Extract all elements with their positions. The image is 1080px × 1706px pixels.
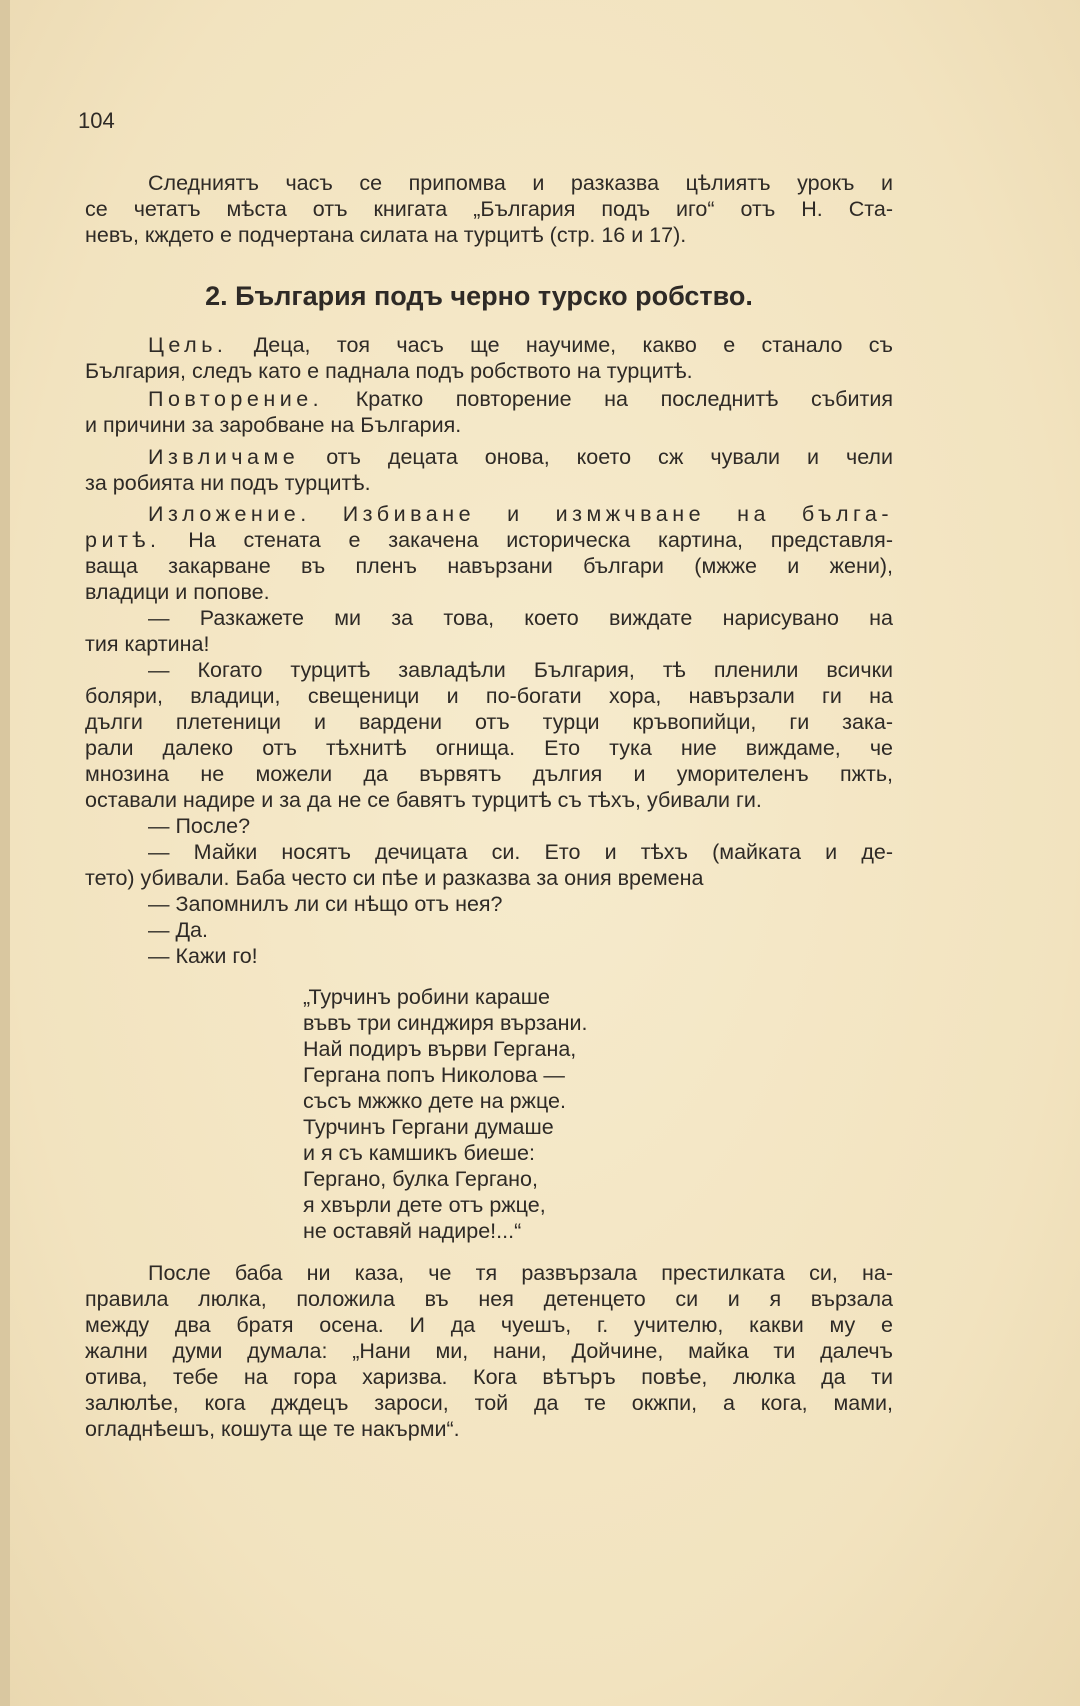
poem-line: „Турчинъ робини караше <box>303 985 550 1009</box>
poem-line: въвъ три синджиря вързани. <box>303 1011 588 1035</box>
spaced-word: Изложение. Избиване и измжчване на бълга- <box>148 502 893 526</box>
text-line <box>85 170 893 196</box>
paragraph <box>85 386 893 438</box>
line-text: ваща закарване въ пленъ навързани българи (мжже и жени), <box>85 554 893 578</box>
poem-line: и я съ камшикъ биеше: <box>303 1141 535 1165</box>
paragraph <box>85 170 893 248</box>
paragraph <box>85 943 893 969</box>
text-line <box>85 412 893 438</box>
line-text: оставали надире и за да не се бавятъ турцитѣ съ тѣхъ, убивали ги. <box>85 788 762 812</box>
line-text: мнозина не можели да вървятъ дългия и уморителенъ пжть, <box>85 762 893 786</box>
paragraph <box>85 605 893 657</box>
section-heading: 2. България подъ черно турско робство. <box>205 281 753 311</box>
text-line <box>85 358 893 384</box>
text-line <box>85 657 893 683</box>
line-text: огладнѣешъ, кошута ще те накърми“. <box>85 1417 460 1441</box>
poem-line: съсъ мжжко дете на ржце. <box>303 1089 566 1113</box>
text-line <box>85 891 893 917</box>
line-text: владици и попове. <box>85 580 270 604</box>
line-text: залюлѣе, кога дждецъ зароси, той да те окжпи, а кога, мами, <box>85 1391 893 1415</box>
line-text: невъ, кждето е подчертана силата на турцитѣ (стр. 16 и 17). <box>85 223 687 247</box>
text-line <box>85 787 893 813</box>
spaced-word: Извличаме <box>148 445 300 469</box>
paragraph <box>85 813 893 839</box>
spaced-word: Цель. <box>148 333 228 357</box>
text-line <box>85 605 893 631</box>
line-text: тия картина! <box>85 632 210 656</box>
line-text: между два братя осена. И да чуешъ, г. учителю, какви му е <box>85 1313 893 1337</box>
poem-line: Гергано, булка Гергано, <box>303 1167 538 1191</box>
line-text: На стената е закачена историческа картина, представля- <box>188 528 893 552</box>
paragraph <box>85 891 893 917</box>
line-text: правила люлка, положила въ нея детенцето си и я вързала <box>85 1287 893 1311</box>
text-line <box>85 1416 893 1442</box>
text-line <box>85 1390 893 1416</box>
text-line <box>85 631 893 657</box>
text-line <box>85 1338 893 1364</box>
line-text: — Да. <box>148 918 208 942</box>
poem-line: я хвърли дете отъ ржце, <box>303 1193 546 1217</box>
line-text: дълги плетеници и вардени отъ турци кръвопийци, ги зака- <box>85 710 893 734</box>
text-line <box>85 222 893 248</box>
line-text: се четатъ мѣста отъ книгата „България подъ иго“ отъ Н. Ста- <box>85 197 893 221</box>
text-line <box>85 332 893 358</box>
text-line <box>85 761 893 787</box>
page-edge <box>0 0 10 1706</box>
line-text: отива, тебе на гора харизва. Кога вѣтъръ повѣе, люлка да ти <box>85 1365 893 1389</box>
poem-line: Гергана попъ Николова — <box>303 1063 565 1087</box>
line-text: България, следъ като е паднала подъ робството на турцитѣ. <box>85 359 693 383</box>
paragraph <box>85 917 893 943</box>
line-text: Деца, тоя часъ ще научиме, какво е станало съ <box>253 333 893 357</box>
line-text: и причини за заробване на България. <box>85 413 462 437</box>
poem <box>85 984 893 1244</box>
page-body <box>85 170 893 1442</box>
paragraph <box>85 332 893 384</box>
line-text: — Когато турцитѣ завладѣли България, тѣ пленили всички <box>148 658 893 682</box>
text-line <box>85 470 893 496</box>
line-text: Следниятъ часъ се припомва и разказва цѣлиятъ урокъ и <box>148 171 893 195</box>
line-text: — Разкажете ми за това, което виждате нарисувано на <box>148 606 893 630</box>
text-line <box>85 735 893 761</box>
poem-line: Турчинъ Гергани думаше <box>303 1115 554 1139</box>
text-line <box>85 813 893 839</box>
text-line <box>85 386 893 412</box>
paragraph <box>85 657 893 813</box>
line-text: боляри, владици, свещеници и по-богати хора, навързали ги на <box>85 684 893 708</box>
line-text: — После? <box>148 814 251 838</box>
paragraph <box>85 444 893 496</box>
spaced-word: Повторение. <box>148 387 324 411</box>
line-text: Кратко повторение на последнитѣ събития <box>355 387 893 411</box>
text-line <box>85 196 893 222</box>
text-line <box>85 579 893 605</box>
line-text: — Кажи го! <box>148 944 258 968</box>
line-text: После баба ни каза, че тя развързала престилката си, на- <box>148 1261 893 1285</box>
paragraph <box>85 1260 893 1442</box>
paragraph <box>85 839 893 891</box>
text-line <box>85 1364 893 1390</box>
poem-line: не оставяй надире!...“ <box>303 1219 522 1243</box>
line-text: за робията ни подъ турцитѣ. <box>85 471 371 495</box>
text-line <box>85 527 893 553</box>
text-line <box>85 1312 893 1338</box>
line-text: отъ децата онова, което сж чували и чели <box>326 445 893 469</box>
paragraph <box>85 501 893 605</box>
page-number: 104 <box>78 108 115 133</box>
text-line <box>85 839 893 865</box>
text-line <box>85 444 893 470</box>
text-line <box>85 683 893 709</box>
text-line <box>85 501 893 527</box>
text-line <box>85 917 893 943</box>
text-line <box>85 865 893 891</box>
text-line <box>85 1286 893 1312</box>
line-text: жални думи думала: „Нани ми, нани, Дойчине, майка ти далечъ <box>85 1339 893 1363</box>
line-text: тето) убивали. Баба често си пѣе и разказва за ония времена <box>85 866 704 890</box>
line-text: рали далеко отъ тѣхнитѣ огнища. Ето тука ние виждаме, че <box>85 736 893 760</box>
text-line <box>85 1260 893 1286</box>
text-line <box>85 943 893 969</box>
poem-line: Най подиръ върви Гергана, <box>303 1037 577 1061</box>
text-line <box>85 709 893 735</box>
line-text: — Запомнилъ ли си нѣщо отъ нея? <box>148 892 503 916</box>
text-line <box>85 553 893 579</box>
spaced-word: ритѣ. <box>85 528 161 552</box>
line-text: — Майки носятъ дечицата си. Ето и тѣхъ (майката и де- <box>148 840 893 864</box>
